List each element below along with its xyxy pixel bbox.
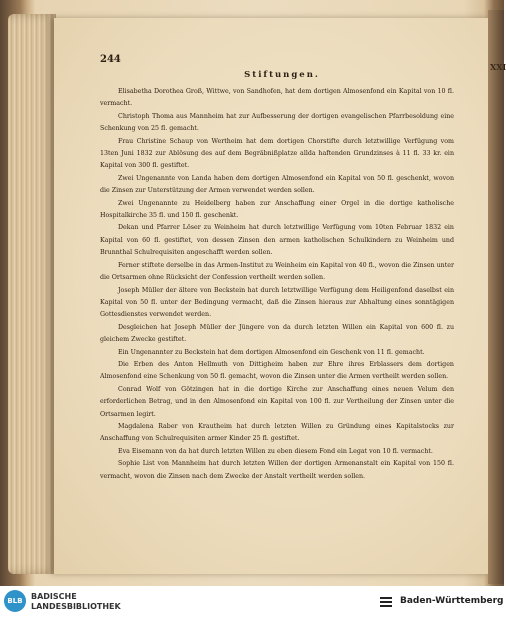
paragraph: Zwei Ungenannte von Landa haben dem dortigen Almosenfond ein Kapital von 50 fl. geschenkt, wovon die Zinsen zur Unterstützung der Armen verwendet werden sollen. (100, 174, 454, 195)
paragraph: Sophie List von Mannheim hat durch letzten Willen der dortigen Armenanstalt ein Kapital von 150 fl. vermacht, wovon die Zinsen nach dem Zwecke der Anstalt vertheilt werden sollen. (100, 460, 454, 480)
paragraph: Zwei Ungenannte zu Heidelberg haben zur Anschaffung einer Orgel in die dortige katholische Hospitalkirche 35 fl. und 150 fl. geschenkt. (100, 199, 454, 220)
book-page-edges (8, 14, 56, 574)
page-heading: Stiftungen. (244, 70, 320, 80)
paragraph: Ein Ungenannter zu Beckstein hat dem dortigen Almosenfond ein Geschenk von 11 fl. gemacht. (118, 348, 425, 356)
paragraph: Desgleichen hat Joseph Müller der Jüngere von da durch letzten Willen ein Kapital von 600 fl. zu gleichem Zwecke gestiftet. (100, 323, 454, 344)
page-number: 244 (100, 54, 121, 65)
paragraph: Dekan und Pfarrer Löser zu Weinheim hat durch letztwillige Verfügung vom 10ten Februar 1832 ein Kapital von 60 fl. gestiftet, von dessen Zinsen den armen katholischen Schulkindern zu Weinheim und Brunnthal Schulrequisiten angeschafft werden sollen. (100, 224, 454, 257)
next-page-edge (488, 10, 504, 584)
paragraph: Elisabetha Dorothea Groß, Wittwe, von Sandhofen, hat dem dortigen Almosenfond ein Kapital von 10 fl. vermacht. (100, 88, 454, 108)
baden-wuerttemberg-label[interactable]: Baden-Württemberg (400, 596, 504, 606)
page-body (100, 86, 454, 483)
paragraph: Magdalena Raber von Krautheim hat durch letzten Willen zu Gründung eines Kapitalstocks zur Anschaffung von Schulrequisiten armer Kinder 25 fl. gestiftet. (100, 422, 454, 443)
side-page-mark: XXI (490, 62, 506, 72)
paragraph: Christoph Thoma aus Mannheim hat zur Aufbesserung der dortigen evangelischen Pfarrbesoldung eine Schenkung von 25 fl. gemacht. (100, 112, 454, 133)
blb-logo-icon[interactable]: BLB (4, 590, 26, 612)
blb-line-2: LANDESBIBLIOTHEK (31, 602, 121, 611)
paragraph: Eva Eisemann von da hat durch letzten Willen zu eben diesem Fond ein Legat von 10 fl. vermacht. (118, 447, 433, 455)
paragraph: Conrad Wolf von Götzingen hat in die dortige Kirche zur Anschaffung eines neuen Velum den erforderlichen Betrag, und in den Almosenfond ein Kapital von 100 fl. zur Vertheilung der Zinsen unter die Ortsarmen legirt. (100, 385, 454, 418)
viewer-footer (0, 586, 504, 617)
paragraph: Die Erben des Anton Hellmuth von Dittigheim haben zur Ehre ihres Erblassers dem dortigen Almosenfond eine Schenkung von 50 fl. gemacht, wovon die Zinsen unter die Armen vertheilt werden sollen. (100, 360, 454, 381)
paragraph: Joseph Müller der ältere von Beckstein hat durch letztwillige Verfügung dem Heiligenfond daselbst ein Kapital von 50 fl. unter der Bedingung vermacht, daß die Zinsen hieraus zur Abhaltung eines sonntägigen Gottesdienstes verwendet werden. (100, 286, 454, 319)
paragraph: Ferner stiftete derselbe in das Armen-Institut zu Weinheim ein Kapital von 40 fl., wovon die Zinsen unter die Ortsarmen ohne Rücksicht der Confession vertheilt werden sollen. (100, 261, 454, 282)
baden-wuerttemberg-lions-icon[interactable] (378, 594, 394, 610)
blb-line-1: BADISCHE (31, 592, 77, 601)
blb-library-name[interactable] (31, 592, 121, 612)
paragraph: Frau Christine Schaup von Wertheim hat dem dortigen Chorstifte durch letztwillige Verfügung vom 13ten Juni 1832 zur Ablösung des auf dem Begräbnißplatze allda haftenden Grundzinses à 11 fl. 33 kr. ein Kapital von 300 fl. gestiftet. (100, 137, 454, 170)
